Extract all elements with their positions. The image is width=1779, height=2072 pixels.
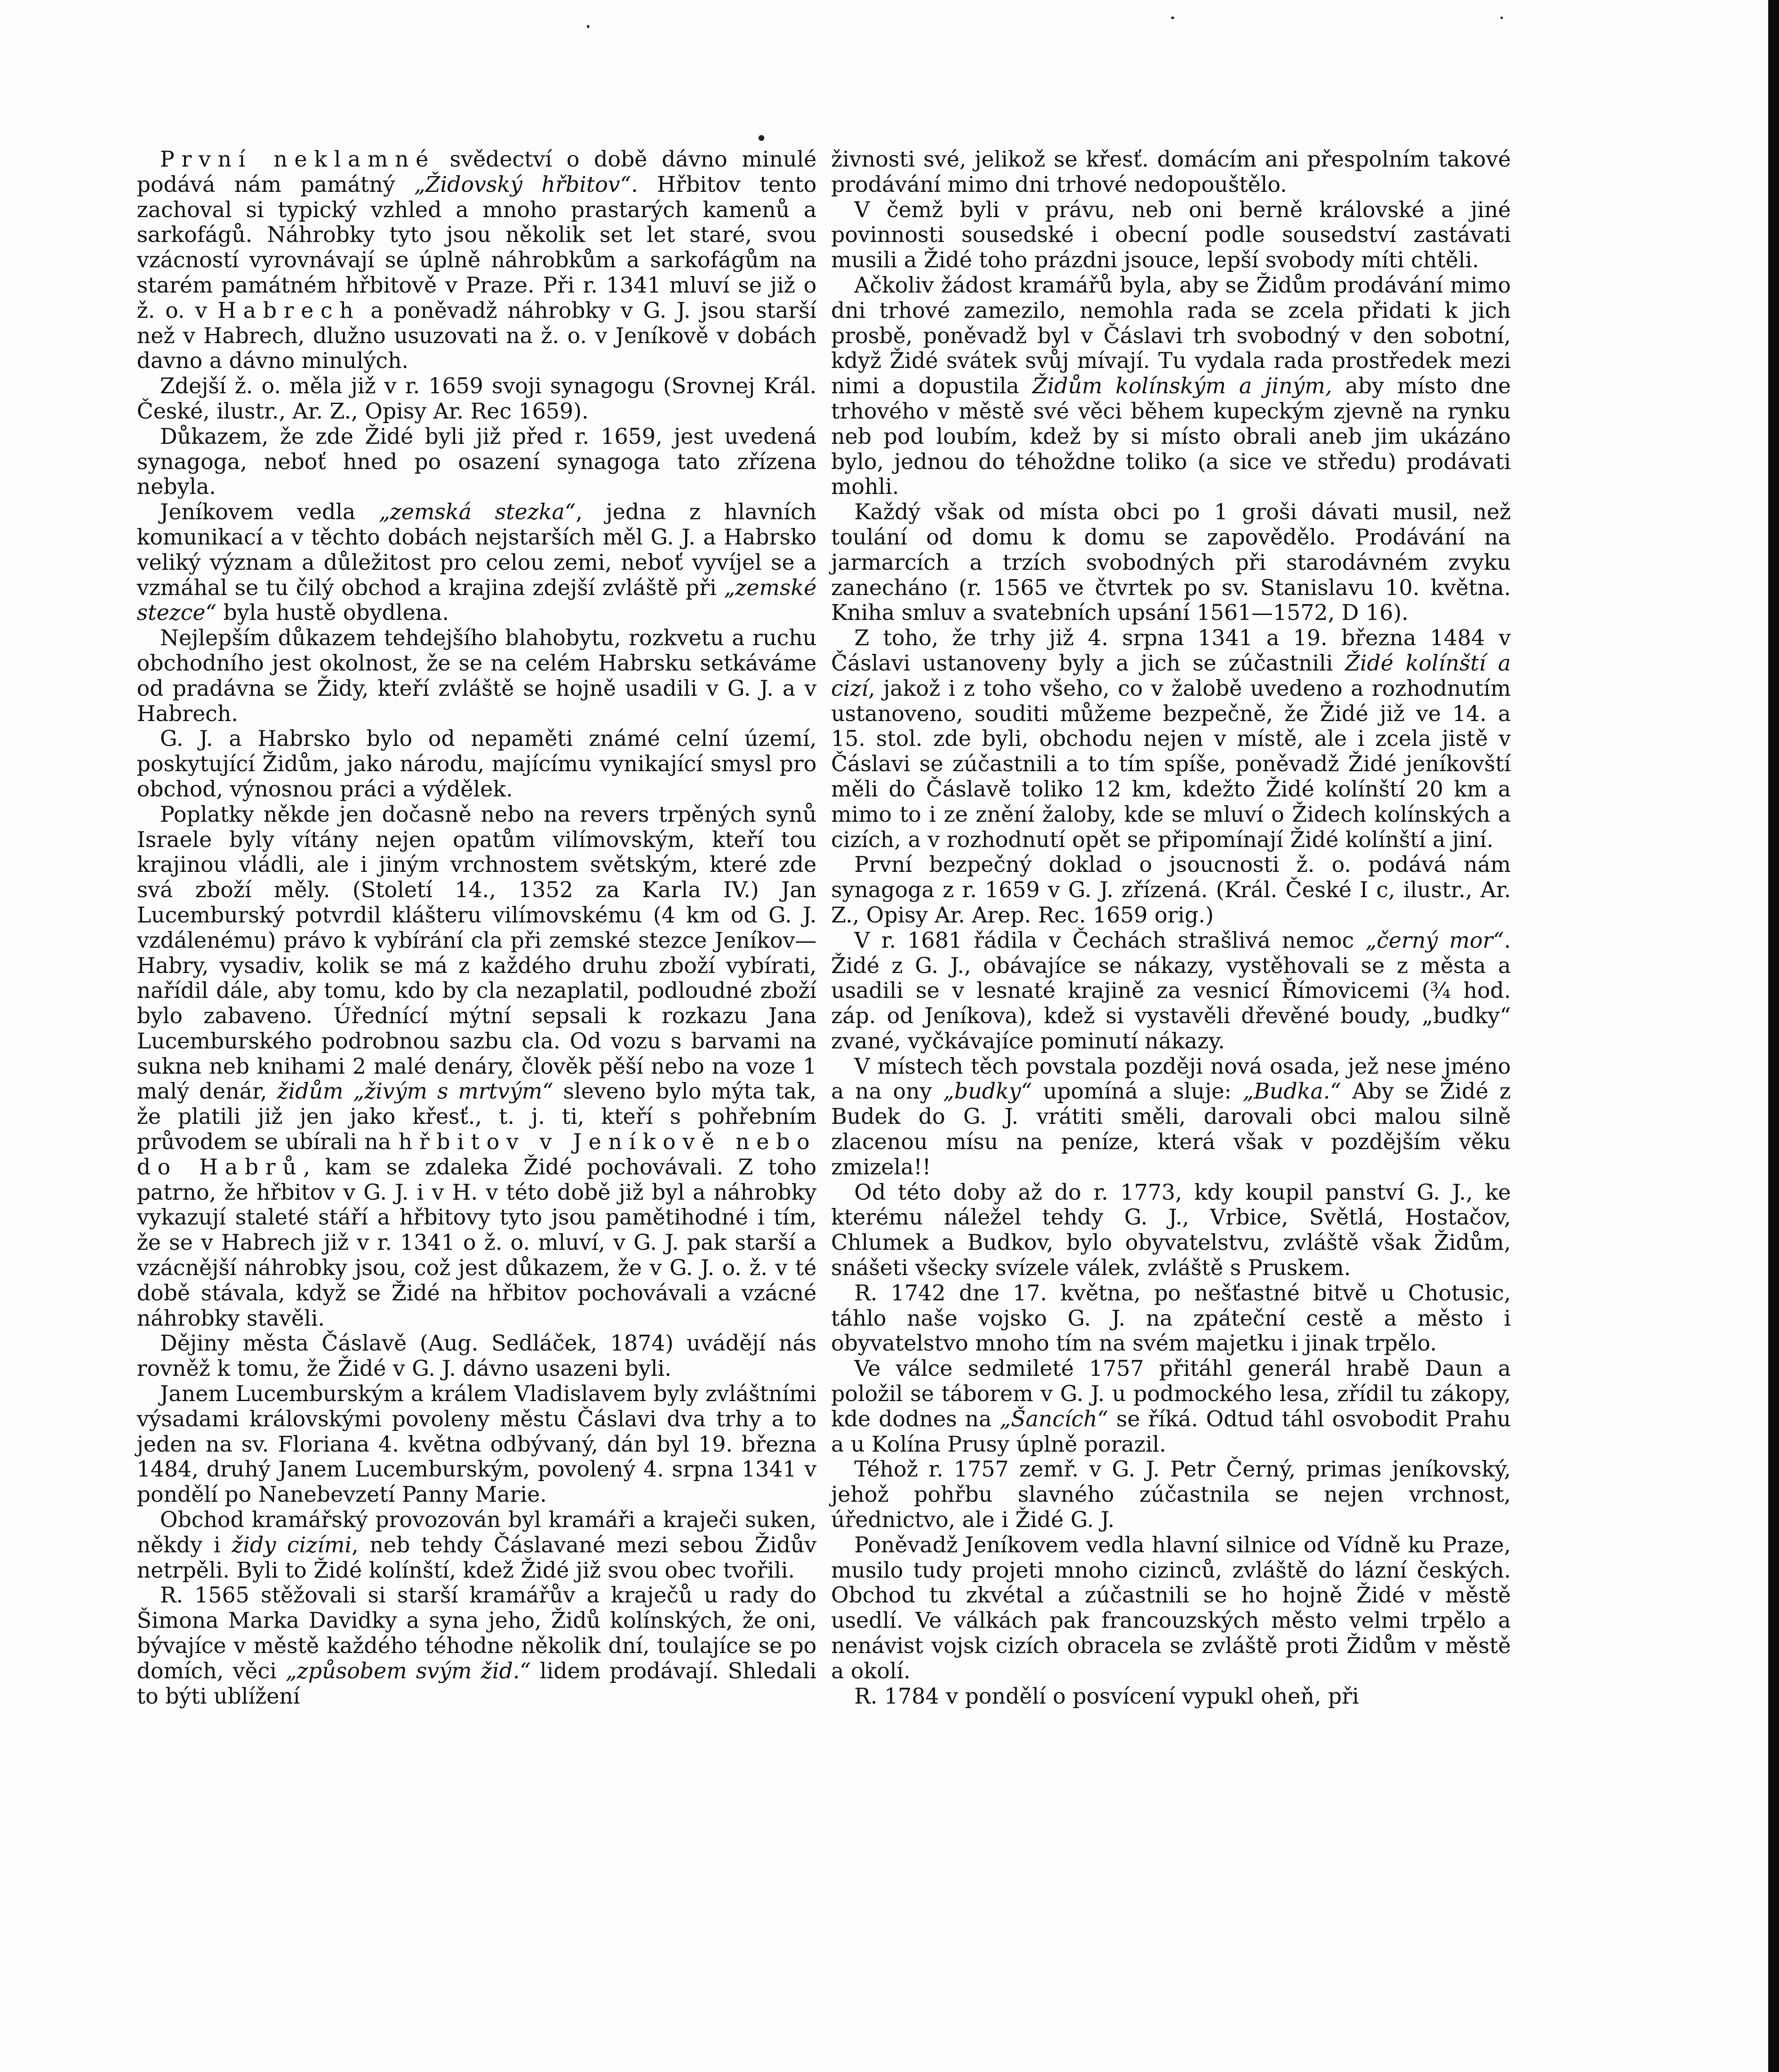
paragraph <box>137 626 817 726</box>
paragraph <box>831 198 1511 273</box>
paragraph <box>831 626 1511 852</box>
text-run: Nejlepším důkazem tehdejšího blahobytu, rozkvetu a ruchu obchodního jest okolnost, že se na celém Habrsku setkáváme od pradávna se Židy, kteří zvláště se hojně usadili v G. J. a v Habrech. <box>137 626 817 726</box>
right-column <box>831 147 1511 1709</box>
text-run: „zemská stezka“ <box>378 500 576 525</box>
paragraph <box>831 1281 1511 1356</box>
text-run: Ve válce sedmileté 1757 přitáhl generál hrabě Daun a položil se táborem v G. J. u podmockého lesa, zřídil tu zákopy, kde dodnes na <box>831 1356 1511 1432</box>
text-run: „budky“ <box>943 1079 1032 1104</box>
paragraph <box>831 500 1511 626</box>
text-run: se říká. Odtud táhl osvobodit Prahu a u Kolína Prusy úplně porazil. <box>831 1406 1511 1457</box>
paragraph <box>831 1180 1511 1281</box>
text-run: Aby se Židé z Budek do G. J. vrátiti směli, darovali obci malou silně zlacenou mísu na peníze, která však v pozdějším věku zmizela!! <box>831 1079 1511 1180</box>
text-run: „Budka.“ <box>1243 1079 1341 1104</box>
text-run: První bezpečný doklad o jsoucnosti ž. o. podává nám synagoga z r. 1659 v G. J. zřízená. (Král. České I c, ilustr., Ar. Z., Opisy Ar. Arep. Rec. 1659 orig.) <box>831 852 1511 928</box>
text-run: Každý však od místa obci po 1 groši dávati musil, než toulání od domu k domu se zapovědělo. Prodávání na jarmarcích a trzích svobodných při starodávném zvyku zanecháno (r. 1565 ve čtvrtek po sv. Stanislavu 10. května. Kniha smluv a svatebních upsání 1561—1572, D 16). <box>831 500 1511 626</box>
text-run: R. 1784 v pondělí o posvícení vypukl oheň, při <box>854 1684 1359 1709</box>
paragraph <box>137 1382 817 1508</box>
text-run: „zemské stezce“ <box>137 575 817 626</box>
text-run: G. J. a Habrsko bylo od nepaměti známé celní území, poskytující Židům, jako národu, majícímu vynikající smysl pro obchod, výnosnou práci a výdělek. <box>137 726 817 802</box>
text-run: Dějiny města Čáslavě (Aug. Sedláček, 1874) uvádějí nás rovněž k tomu, že Židé v G. J. dávno usazeni byli. <box>137 1331 817 1382</box>
paragraph <box>831 1457 1511 1532</box>
paragraph <box>137 1331 817 1382</box>
text-run: „Židovský hřbitov“ <box>414 172 631 197</box>
text-run: R. 1742 dne 17. května, po nešťastné bitvě u Chotusic, táhlo naše vojsko G. J. na zpáteční cestě a město i obyvatelstvo mnoho tím na svém majetku i jinak trpělo. <box>831 1280 1511 1356</box>
text-run: V čemž byli v právu, neb oni berně královské a jiné povinnosti sousedské i obecní podle sousedství zastávati musili a Židé toho prázdni jsouce, lepší svobody míti chtěli. <box>831 197 1511 273</box>
text-run: Z toho, že trhy již 4. srpna 1341 a 19. března 1484 v Čáslavi ustanoveny byly a jich se zúčastnili <box>831 626 1511 676</box>
text-run: V r. 1681 řádila v Čechách strašlivá nemoc <box>854 928 1366 953</box>
text-run: Habrech <box>217 298 361 323</box>
text-run: „černý mor“ <box>1365 928 1504 953</box>
paragraph <box>137 424 817 500</box>
text-run: lidem prodávají. Shledali to býti ublížení <box>137 1658 817 1709</box>
paragraph <box>137 1508 817 1583</box>
text-run: židy cizími <box>231 1532 352 1558</box>
text-run: Ačkoliv žádost kramářů byla, aby se Židům prodávání mimo dni trhové zamezilo, nemohla rada se zcela přidati k jich prosbě, poněvadž byl v Čáslavi trh svobodný v den sobotní, když Židé svátek svůj mívají. Tu vydala rada prostředek mezi nimi a dopustila <box>831 273 1511 399</box>
text-run: Jeníkovem vedla <box>160 500 379 525</box>
paragraph <box>137 1583 817 1709</box>
paragraph <box>137 802 817 1331</box>
text-run: Od této doby až do r. 1773, kdy koupil panství G. J., ke kterému náležel tehdy G. J., Vrbice, Světlá, Hostačov, Chlumek a Budkov, bylo obyvatelstvu, zvláště však Židům, snášeti všecky svízele válek, zvláště s Pruskem. <box>831 1180 1511 1281</box>
text-run: V místech těch povstala později nová osada, jež nese jméno a na ony <box>831 1054 1511 1104</box>
text-run: „Šancích“ <box>999 1406 1108 1432</box>
left-column <box>137 147 817 1709</box>
text-run: Důkazem, že zde Židé byli již před r. 1659, jest uvedená synagoga, neboť hned po osazení synagoga tato zřízena nebyla. <box>137 424 817 500</box>
text-run: židům „živým s mrtvým“ <box>277 1079 553 1104</box>
text-run: Janem Lucemburským a králem Vladislavem byly zvláštními výsadami královskými povoleny městu Čáslavi dva trhy a to jeden na sv. Floriana 4. května odbývaný, dán byl 19. března 1484, druhý Janem Lucemburským, povolený 4. srpna 1341 v pondělí po Nanebevzetí Panny Marie. <box>137 1382 817 1508</box>
text-run: , kam se zdaleka Židé pochovávali. Z toho patrno, že hřbitov v G. J. i v H. v této době již byl a náhrobky vykazují staleté stáří a hřbitovy tyto jsou pamětihodné i tím, že se v Habrech již v r. 1341 o ž. o. mluví, v G. J. pak starší a vzácnější náhrobky jsou, což jest důkazem, že v G. J. o. ž. v té době stávala, když se Židé na hřbitov pochovávali a vzácné náhrobky stavěli. <box>137 1155 817 1331</box>
text-run: Židům kolínským a jiným, <box>1032 374 1332 399</box>
text-run: R. 1565 stěžovali si starší kramářův a kraječů u rady do Šimona Marka Davidky a syna jeho, Židů kolínských, že oni, bývajíce v městě každého téhodne několik dní, toulajíce se po domích, věci <box>137 1583 817 1684</box>
text-run: živnosti své, jelikož se křesť. domácím ani přespolním takové prodávání mimo dni trhové nedopouštělo. <box>831 147 1511 197</box>
text-run: . Židé z G. J., obávajíce se nákazy, vystěhovali se z města a usadili se v lesnaté krajině za vesnicí Římovicemi (¾ hod. záp. od Jeníkova), kdež si vystavěli dřevěné boudy, „budky“ zvané, vyčkávajíce pominutí nákazy. <box>831 928 1511 1054</box>
ink-speck <box>587 25 589 28</box>
text-run: , jedna z hlavních komunikací a v těchto dobách nejstarších měl G. J. a Habrsko veliký význam a důležitost pro celou zemi, neboť vyvíjel se a vzmáhal se tu čilý obchod a krajina zdejší zvláště při <box>137 500 817 600</box>
text-run: upomíná a sluje: <box>1032 1079 1243 1104</box>
text-run: sleveno bylo mýta tak, že platili již jen jako křesť., t. j. ti, kteří s pohřebním průvodem se ubírali na <box>137 1079 817 1155</box>
text-run: byla hustě obydlena. <box>216 600 449 626</box>
paragraph <box>831 147 1511 198</box>
text-run: aby místo dne trhového v městě své věci během kupeckým zjevně na rynku neb pod loubím, kdež by si místo obrali aneb jim ukázáno bylo, jednou do téhoždne toliko (a sice ve středu) prodávati mohli. <box>831 374 1511 500</box>
ink-speck <box>1500 17 1503 19</box>
paragraph <box>831 1684 1511 1709</box>
text-run: , neb tehdy Čáslavané mezi sebou Židův netrpěli. Byli to Židé kolínští, kdež Židé již svou obec tvořili. <box>137 1532 817 1583</box>
paragraph <box>831 928 1511 1054</box>
paragraph <box>831 1356 1511 1457</box>
paragraph <box>831 1054 1511 1180</box>
paragraph <box>831 852 1511 928</box>
paragraph <box>831 1533 1511 1684</box>
text-run: svědectví o době dávno minulé podává nám památný <box>137 147 817 197</box>
text-run: Zdejší ž. o. měla již v r. 1659 svoji synagogu (Srovnej Král. České, ilustr., Ar. Z., Opisy Ar. Rec 1659). <box>137 374 817 424</box>
text-run: Poplatky někde jen dočasně nebo na revers trpěných synů Israele byly vítány nejen opatům vilímovským, kteří tou krajinou vládli, ale i jiným vrchnostem světským, které zde svá zboží měly. (Století 14., 1352 za Karla IV.) Jan Lucemburský potvrdil klášteru vilímovskému (4 km od G. J. vzdálenému) právo k vybírání cla při zemské stezce Jeníkov—Habry, vysadiv, kolik se má z každého druhu zboží vybírati, nařídil dále, aby tomu, kdo by cla nezaplatil, podloudné zboží bylo zabaveno. Úřednící mýtní sepsali k rozkazu Jana Lucemburského podrobnou sazbu cla. Od vozu s barvami na sukna neb knihami 2 malé denáry, člověk pěší nebo na voze 1 malý denár, <box>137 802 817 1104</box>
ink-speck <box>1171 17 1174 19</box>
text-run: hřbitov v Jeníkově nebo do Habrů <box>137 1130 817 1180</box>
text-run: Obchod kramářský provozován byl kramáři a kraječi suken, někdy i <box>137 1508 817 1558</box>
paragraph <box>137 147 817 374</box>
text-run: , jakož i z toho všeho, co v žalobě uvedeno a rozhodnutím ustanoveno, souditi můžeme bezpečně, že Židé již ve 14. a 15. stol. zde byli, obchodu nejen v místě, ale i zcela jistě v Čáslavi se zúčastnili a to tím spíše, poněvadž Židé jeníkovští měli do Čáslavě toliko 12 km, kdežto Židé kolínští 20 km a mimo to i ze znění žaloby, kde se mluví o Židech kolínských a cizích, a v rozhodnutí opět se připomínají Židé kolínští a jiní. <box>831 676 1511 852</box>
text-run: „způsobem svým žid.“ <box>286 1658 531 1684</box>
paragraph <box>137 500 817 626</box>
text-run: Poněvadž Jeníkovem vedla hlavní silnice od Vídně ku Praze, musilo tudy projeti mnoho cizinců, zvláště do lázní českých. Obchod tu zkvétal a zúčastnili se ho hojně Židé v městě usedlí. Ve válkách pak francouzských město velmi trpělo a nenávist vojsk cizích obracela se zvláště proti Židům v městě a okolí. <box>831 1532 1511 1684</box>
text-run: První neklamné <box>160 147 436 172</box>
text-run: . Hřbitov tento zachoval si typický vzhled a mnoho prastarých kamenů a sarkofágů. Náhrobky tyto jsou několik set let staré, svou vzácností vyrovnávají se úplně náhrobkům a sarkofágům na starém památném hřbitově v Praze. Při r. 1341 mluví se již o ž. o. v <box>137 172 817 323</box>
paragraph <box>831 273 1511 500</box>
text-run: Židé kolínští a cizí <box>831 651 1511 701</box>
paragraph <box>137 726 817 802</box>
ink-speck <box>759 135 764 141</box>
paragraph <box>137 374 817 424</box>
text-run: a poněvadž náhrobky v G. J. jsou starší než v Habrech, dlužno usuzovati na ž. o. v Jeníkově v dobách davno a dávno minulých. <box>137 298 817 374</box>
text-run: Téhož r. 1757 zemř. v G. J. Petr Černý, primas jeníkovský, jehož pohřbu slavného zúčastnila se nejen vrchnost, úřednictvo, ale i Židé G. J. <box>831 1457 1511 1533</box>
